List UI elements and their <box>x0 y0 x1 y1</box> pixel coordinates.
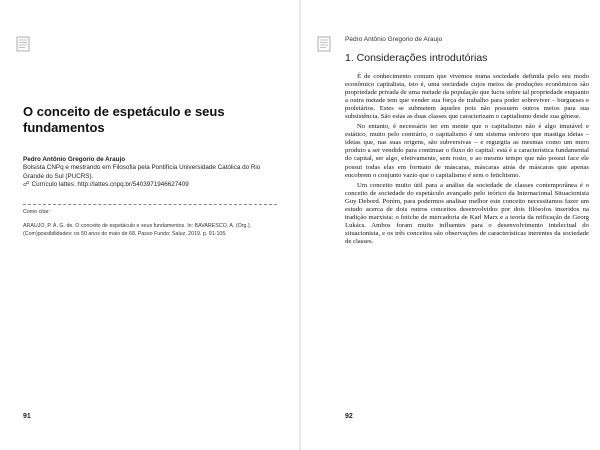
link-icon: ☍ <box>23 181 30 189</box>
note-icon[interactable] <box>317 36 331 52</box>
divider <box>23 204 277 205</box>
cite-label: Como citar: <box>23 209 51 215</box>
paragraph: Um conceito muito útil para a análise da sociedade de classes contemporânea é o conceito de sociedade do espetáculo avançado pelo teórico da Internacional Situacionista Guy Debord. Porém, para podermos analisar melhor este conceito necessitamos fazer um estudo acerca de dois outros conceitos desenvolvidos por dois filósofos inseridos na tradição marxista: o fetiche de mercadoria de Karl Marx e a teoria da reificação de Georg Lukács. Ambos foram muito influentes para o desenvolvimento intelectual do situacionista, e os três conceitos são observações de características inerentes da sociedade de classes. <box>345 181 589 245</box>
chapter-title: O conceito de espetáculo e seus fundamentos <box>23 104 225 135</box>
paragraph: É de conhecimento comum que vivemos numa sociedade definida pelo seu modo econômico capitalista, isto é, uma sociedade cujos meios de produções econômicos são propriedade privada de uma metade da população que lucra sobre tal propriedade enquanto a outra metade tem que vender sua força de trabalho para poder sobreviver – burgueses e proletários. Estes se submetem àqueles pois não possuem outros meios para sua subsistência. São estas as duas classes que caracterizam o capitalismo desde sua gênese. <box>345 73 589 121</box>
right-page <box>301 0 600 450</box>
left-page <box>0 0 299 450</box>
page-number: 91 <box>23 413 31 420</box>
author-name: Pedro Antônio Gregorio de Araujo <box>23 156 126 163</box>
lattes-link[interactable]: Currículo lattes: http://lattes.cnpq.br/5403971946627409 <box>31 180 189 188</box>
body-text <box>345 73 589 248</box>
citation-block <box>23 209 277 238</box>
running-head: Pedro Antônio Gregorio de Araujo <box>345 36 443 43</box>
note-icon[interactable] <box>16 36 30 52</box>
citation-text: ARAUJO, P. A. G. de. O conceito de espetáculo e seus fundamentos. In: BAVARESCO, A. (Org.). (Com)possibilidades: os 50 anos do maio de 68. Passo Fundo: Saluz, 2019. p. 91-105. <box>23 222 252 237</box>
lattes-line <box>23 181 273 189</box>
author-block <box>23 156 273 189</box>
paragraph: No entanto, é necessário ter em mente que o capitalismo não é algo imutável e estático, muito pelo contrário, o capitalismo é um sistema onívoro que mastiga ideias – ideias que, nas suas origens, são subversivas – e regurgita as mesmas como um mero produto a ser vendido para continuar o fluxo do capital: está é a característica fundamental do capital, ser algo, efetivamente, sem rosto, e ao mesmo tempo que não possui face ele possui todas elas em formato de máscaras, máscaras atrás de máscaras que apenas encobrem o conjunto vazio que o capitalismo é sem o fetichismo. <box>345 123 589 179</box>
author-affiliation: Bolsista CNPq e mestrando em Filosofia pela Pontifícia Universidade Católica do Rio Grande do Sul (PUCRS). <box>23 164 261 180</box>
page-number: 92 <box>345 413 353 420</box>
section-title: 1. Considerações introdutórias <box>345 52 488 64</box>
